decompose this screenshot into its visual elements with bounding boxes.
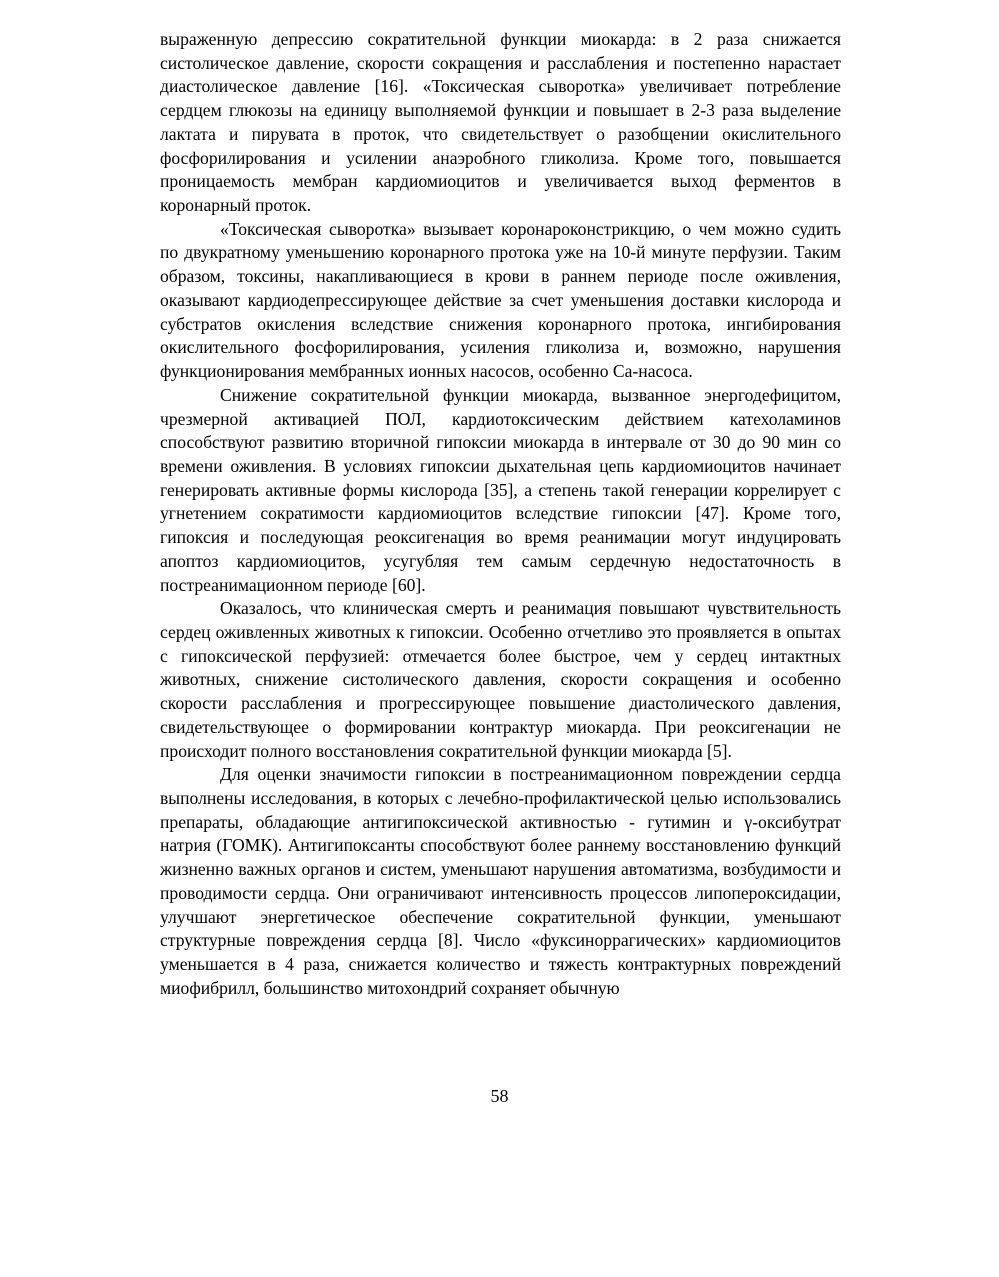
page-number: 58 xyxy=(490,1086,509,1106)
paragraph-1: выраженную депрессию сократительной функции миокарда: в 2 раза снижается систолическое давление, скорости сокращения и расслабления и постепенно нарастает диастолическое давление [16]. «Токсическая сыворотка» увеличивает потребление сердцем глюкозы на единицу выполняемой функции и повышает в 2-3 раза выделение лактата и пирувата в проток, что свидетельствует о разобщении окислительного фосфорилирования и усилении анаэробного гликолиза. Кроме того, повышается проницаемость мембран кардиомиоцитов и увеличивается выход ферментов в коронарный проток. xyxy=(160,29,841,216)
paragraph-2: «Токсическая сыворотка» вызывает коронароконстрикцию, о чем можно судить по двукратному уменьшению коронарного протока уже на 10-й минуте перфузии. Таким образом, токсины, накапливающиеся в крови в раннем периоде после оживления, оказывают кардиодепрессирующее действие за счет уменьшения доставки кислорода и субстратов окисления вследствие снижения коронарного протока, ингибирования окислительного фосфорилирования, усиления гликолиза и, возможно, нарушения функционирования мембранных ионных насосов, особенно Са-насоса. xyxy=(160,218,841,382)
paragraph-4: Оказалось, что клиническая смерть и реанимация повышают чувствительность сердец оживленных животных к гипоксии. Особенно отчетливо это проявляется в опытах с гипоксической перфузией: отмечается более быстрое, чем у сердец интактных животных, снижение систолического давления, скорости сокращения и особенно скорости расслабления и прогрессирующее повышение диастолического давления, свидетельствующее о формировании контрактур миокарда. При реоксигенации не происходит полного восстановления сократительной функции миокарда [5]. xyxy=(160,598,841,761)
page-body xyxy=(160,28,841,1000)
paragraph-5: Для оценки значимости гипоксии в постреанимационном повреждении сердца выполнены исследования, в которых с лечебно-профилактической целью использовались препараты, обладающие антигипоксической активностью - гутимин и γ-оксибутрат натрия (ГОМК). Антигипоксанты способствуют более раннему восстановлению функций жизненно важных органов и систем, уменьшают нарушения автоматизма, возбудимости и проводимости сердца. Они ограничивают интенсивность процессов липопероксидации, улучшают энергетическое обеспечение сократительной функции, уменьшают структурные повреждения сердца [8]. Число «фуксиноррагических» кардиомиоцитов уменьшается в 4 раза, снижается количество и тяжесть контрактурных повреждений миофибрилл, большинство митохондрий сохраняет обычную xyxy=(160,764,841,998)
paragraph-3: Снижение сократительной функции миокарда, вызванное энергодефицитом, чрезмерной активацией ПОЛ, кардиотоксическим действием катехоламинов способствуют развитию вторичной гипоксии миокарда в интервале от 30 до 90 мин со времени оживления. В условиях гипоксии дыхательная цепь кардиомиоцитов начинает генерировать активные формы кислорода [35], а степень такой генерации коррелирует с угнетением сократимости кардиомиоцитов вследствие гипоксии [47]. Кроме того, гипоксия и последующая реоксигенация во время реанимации могут индуцировать апоптоз кардиомиоцитов, усугубляя тем самым сердечную недостаточность в постреанимационном периоде [60]. xyxy=(160,384,841,595)
